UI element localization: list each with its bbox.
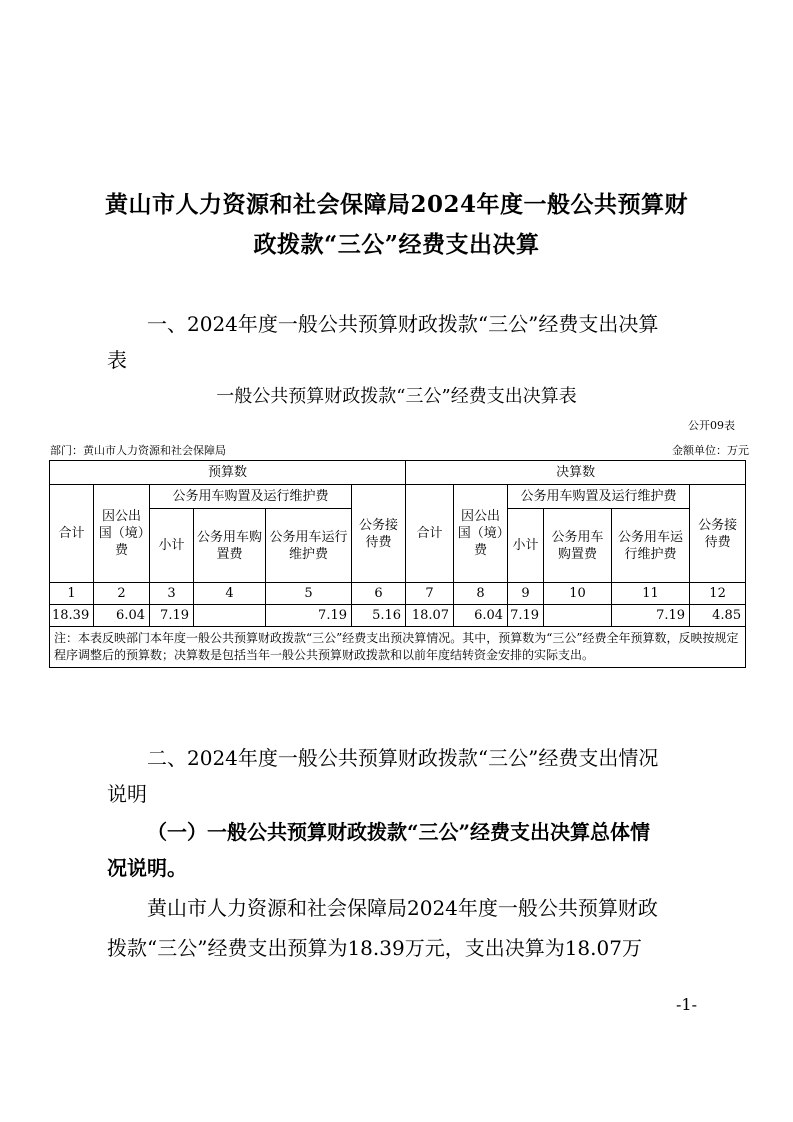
header-budget-abroad: 因公出国（境）费 [94,485,150,583]
header-final-vehicle: 公务用车购置及运行维护费 [508,485,690,509]
section-2-heading [107,740,707,812]
value-cell [544,605,612,627]
section-2-line-1: 二、2024年度一般公共预算财政拨款“三公”经费支出情况 [147,746,659,770]
value-cell: 6.04 [94,605,150,627]
col-number: 2 [94,583,150,605]
col-number: 9 [508,583,544,605]
value-cell: 5.16 [352,605,406,627]
value-cell: 7.19 [150,605,194,627]
value-cell: 4.85 [690,605,746,627]
col-number: 7 [406,583,454,605]
department-label: 部门：黄山市人力资源和社会保障局 [50,444,226,457]
section-1-line-1: 一、2024年度一般公共预算财政拨款“三公”经费支出决算 [147,312,659,336]
value-row [50,605,746,627]
section-1-line-2: 表 [107,348,127,372]
body-line-1: 黄山市人力资源和社会保障局2024年度一般公共预算财政 [147,896,658,920]
col-number: 3 [150,583,194,605]
header-final-subtotal: 小计 [508,509,544,583]
value-cell [194,605,266,627]
header-final-total: 合计 [406,485,454,583]
body-paragraph [107,888,697,968]
col-number: 10 [544,583,612,605]
col-number: 12 [690,583,746,605]
title-line-1: 黄山市人力资源和社会保障局2024年度一般公共预算财 [104,191,688,218]
col-number: 5 [266,583,352,605]
form-number: 公开09表 [688,419,735,432]
document-title [60,185,733,265]
col-number: 11 [612,583,690,605]
col-number: 1 [50,583,94,605]
value-cell: 7.19 [612,605,690,627]
subsection-1-line-2: 况说明。 [107,856,187,880]
unit-label: 金额单位：万元 [672,444,749,457]
col-number: 8 [454,583,508,605]
value-cell: 7.19 [508,605,544,627]
header-final-reception: 公务接待费 [690,485,746,583]
value-cell: 18.39 [50,605,94,627]
value-cell: 7.19 [266,605,352,627]
page-number: -1- [676,995,697,1014]
header-budget-reception: 公务接待费 [352,485,406,583]
header-budget-group: 预算数 [50,461,406,485]
budget-table [49,460,746,668]
header-final-abroad: 因公出国（境）费 [454,485,508,583]
title-line-2: 政拨款“三公”经费支出决算 [253,231,540,258]
header-budget-subtotal: 小计 [150,509,194,583]
col-number: 4 [194,583,266,605]
subsection-1-heading [107,814,697,886]
body-line-2: 拨款“三公”经费支出预算为18.39万元，支出决算为18.07万 [107,936,642,960]
header-budget-vehicle: 公务用车购置及运行维护费 [150,485,352,509]
section-2-line-2: 说明 [107,782,147,806]
header-final-purchase: 公务用车购置费 [544,509,612,583]
table-note: 注：本表反映部门本年度一般公共预算财政拨款“三公”经费支出预决算情况。其中，预算数为“三公”经费全年预算数，反映按规定程序调整后的预算数；决算数是包括当年一般公共预算财政拨款和以前年度结转资金安排的实际支出。 [50,627,746,668]
subsection-1-line-1: （一）一般公共预算财政拨款“三公”经费支出决算总体情 [147,820,651,844]
table-title: 一般公共预算财政拨款“三公”经费支出决算表 [216,386,577,407]
value-cell: 6.04 [454,605,508,627]
header-budget-maintenance: 公务用车运行维护费 [266,509,352,583]
col-number: 6 [352,583,406,605]
header-budget-purchase: 公务用车购置费 [194,509,266,583]
column-number-row [50,583,746,605]
header-final-group: 决算数 [406,461,746,485]
section-1-heading [107,306,707,378]
header-final-maintenance: 公务用车运行维护费 [612,509,690,583]
value-cell: 18.07 [406,605,454,627]
header-budget-total: 合计 [50,485,94,583]
